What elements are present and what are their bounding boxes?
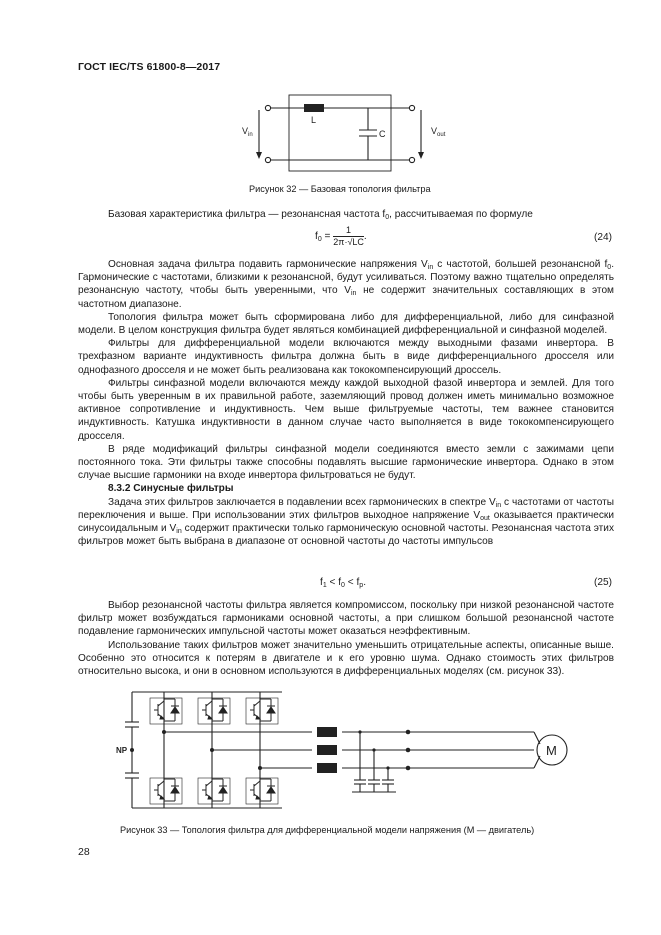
- formula-25: $f_1 < f_0 < f_p$.: [320, 577, 366, 589]
- paragraph-4: Фильтры синфазной модели включаются между каждой выходной фазой инвертора и землей. Для того чтобы быть уверенным в их правильной работе, заземляющий провод должен иметь минимально возможное активное сопротивление и индуктивность. Чем выше фильтруемые частоты, тем важнее становится индуктивность. Катушка индуктивности в данном случае часто выполняется в виде тококомпенсирующего дросселя.: [78, 377, 614, 442]
- motor-label: M: [546, 743, 557, 758]
- figure-33-sine-filter-topology: [112, 684, 582, 816]
- paragraph-6: Задача этих фильтров заключается в подавлении всех гармонических в спектре $V_{in}$ с частотами от частоты переключения и выше. При использовании этих фильтров выходное напряжение $V_{out}$ оказывается практически синусоидальным и $V_{in}$ содержит практически только гармоническую основной частоты. Резонансная частота этих фильтров может быть выбрана в диапазоне от основной частоты до частоты импульсов: [78, 496, 615, 548]
- body-block-2: [78, 599, 614, 678]
- figure-32-caption: Рисунок 32 — Базовая топология фильтра: [249, 184, 431, 194]
- document-header: ГОСТ IEC/TS 61800-8—2017: [78, 61, 221, 73]
- figure-32-basic-filter: [240, 88, 460, 174]
- figure-33-caption: Рисунок 33 — Топология фильтра для дифференциальной модели напряжения (М — двигатель): [120, 825, 535, 835]
- paragraph-7: Выбор резонансной частоты фильтра является компромиссом, поскольку при низкой резонансной частоте фильтр может возбуждаться гармониками основной частоты, а при слишком большой резонансной частоте подавление гармонических импульсной частоты может оказаться неэффективным.: [78, 600, 614, 638]
- terminal-out-top: [409, 105, 414, 110]
- paragraph-8: Использование таких фильтров может значительно уменьшить отрицательные аспекты, описанные выше. Особенно это относится к потерям в двигателе и к его уровню шума. Однако стоимость этих фильтров относительно высока, и они в основном используются в дифференциальных моделях (см. рисунок 33).: [78, 639, 614, 678]
- terminal-in-bottom: [265, 157, 270, 162]
- label-vout: $V_{out}$: [431, 126, 446, 138]
- body-block-1: [78, 258, 614, 548]
- paragraph-2: Топология фильтра может быть сформирована либо для дифференциальной, либо для синфазной модели. В целом конструкция фильтра будет являться комбинацией дифференциальной и синфазной моделей.: [78, 311, 614, 337]
- paragraph-5: В ряде модификаций фильтры синфазной модели соединяются вместо земли с зажимами цепи постоянного тока. Эти фильтры также способны подавлять высшие гармонические инвертора. Однако в этом случае высшие гармоники на входе инвертора фильтроваться не будут.: [78, 443, 614, 482]
- formula-24: $f_0$ = $\frac{1}{2\pi\cdot√LC}$ .: [315, 225, 367, 247]
- page-number: 28: [78, 846, 90, 858]
- inductor-l: [304, 104, 324, 112]
- formula-24-number: (24): [594, 232, 612, 243]
- section-heading: 8.3.2 Синусные фильтры: [108, 483, 234, 495]
- paragraph-3: Фильтры для дифференциальной модели включаются между выходными фазами инвертора. В трехфазном варианте индуктивность фильтра должна быть в виде дифференциального дросселя или однофазного дросселя и не может быть реализована как тококомпенсирующий дроссель.: [78, 338, 614, 376]
- paragraph-1: Основная задача фильтра подавить гармонические напряжения $V_{in}$ с частотой, большей резонансной $f_0$. Гармонические с частотами, близкими к резонансной, будут усиливаться. Поэтому важно тщательно определять резонансную частоту, чтобы быть уверенными, что $V_{in}$ не содержит значительных составляющих в этом частотном диапазоне.: [78, 259, 615, 310]
- np-label: NP: [116, 746, 128, 755]
- label-vin: $V_{in}$: [242, 126, 253, 138]
- formula-25-number: (25): [594, 577, 612, 588]
- label-l: L: [311, 115, 317, 125]
- terminal-out-bottom: [409, 157, 414, 162]
- intro-line: Базовая характеристика фильтра — резонансная частота $f_0$, рассчитываемая по формуле: [108, 209, 533, 221]
- terminal-in-top: [265, 105, 270, 110]
- label-c: C: [379, 129, 386, 139]
